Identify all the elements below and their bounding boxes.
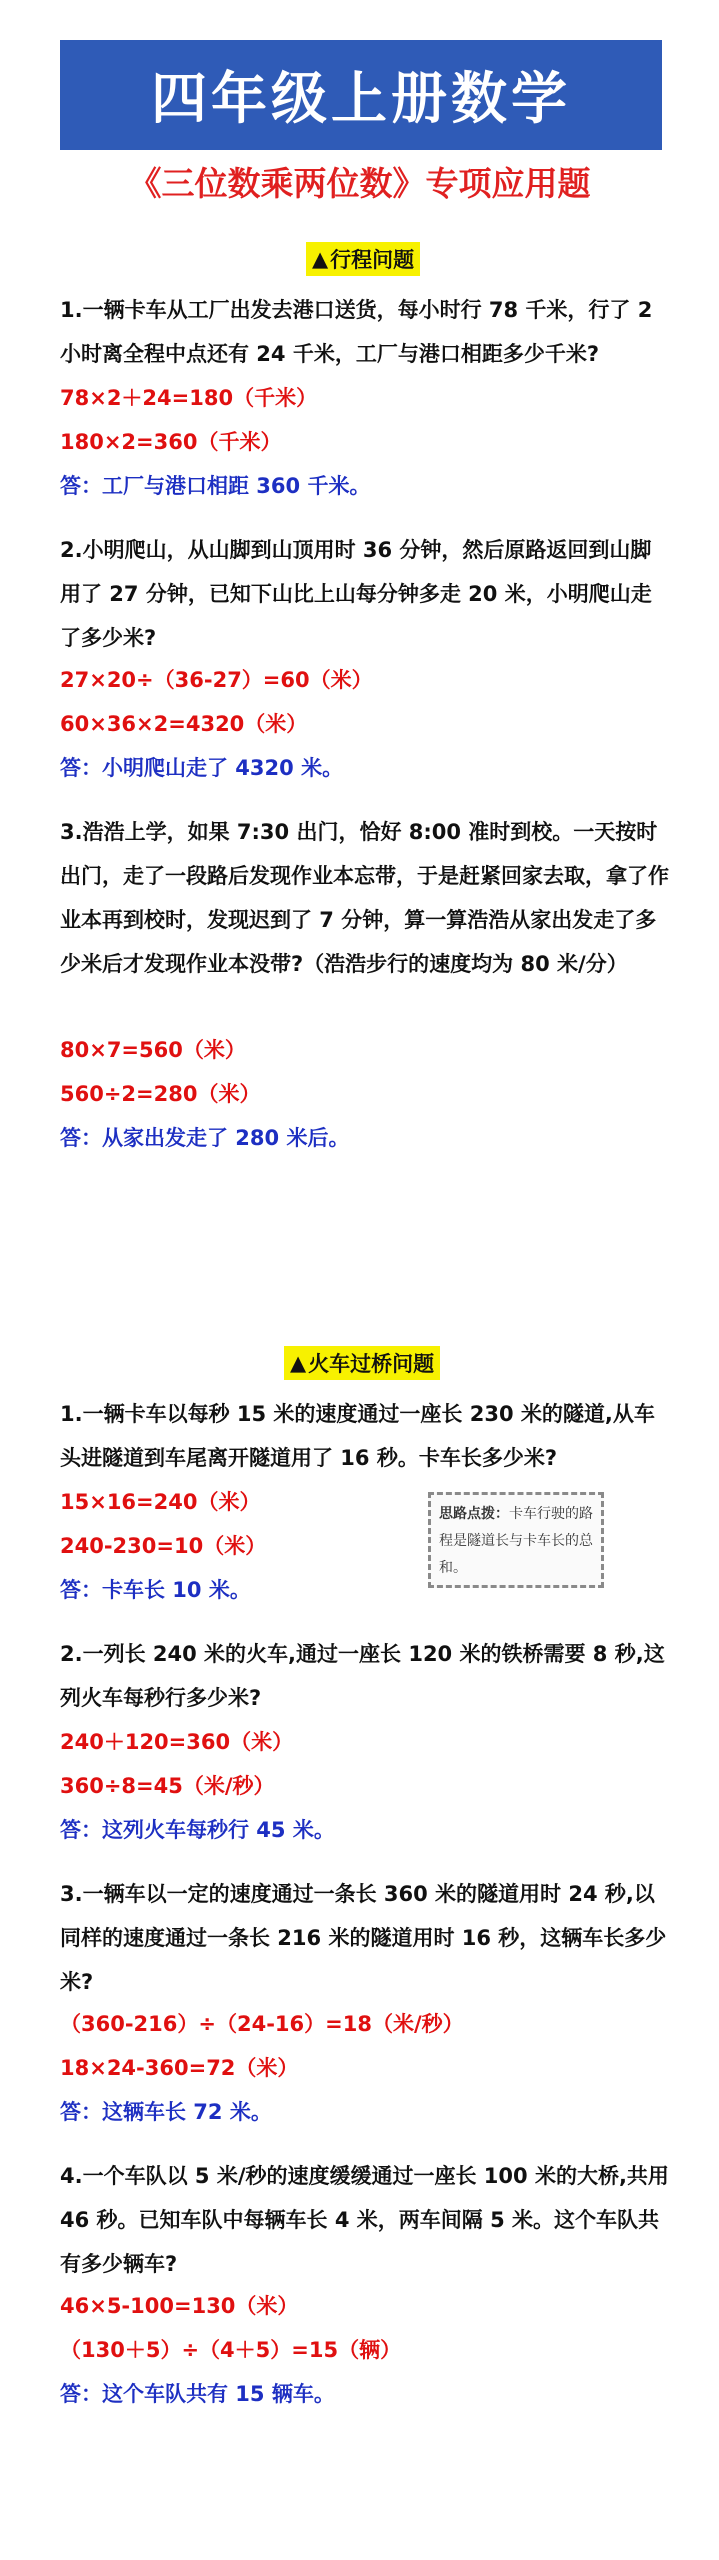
problem-question: 2.一列长 240 米的火车,通过一座长 120 米的铁桥需要 8 秒,这列火车每秒行多少米? bbox=[60, 1642, 665, 1710]
answer-line: 答：从家出发走了 280 米后。 bbox=[60, 1126, 350, 1150]
solution-step: 240＋120=360（米） bbox=[60, 1730, 294, 1754]
solution-step: （360-216）÷（24-16）=18（米/秒） bbox=[60, 2012, 464, 2036]
solution-step: 240-230=10（米） bbox=[60, 1534, 267, 1558]
solution-step: 27×20÷（36-27）=60（米） bbox=[60, 668, 373, 692]
hint-box bbox=[428, 1492, 604, 1588]
problem-question: 1.一辆卡车从工厂出发去港口送货，每小时行 78 千米，行了 2 小时离全程中点还有 24 千米，工厂与港口相距多少千米? bbox=[60, 298, 653, 366]
section-tag-train-bridge bbox=[284, 1346, 440, 1380]
solution-step: 180×2=360（千米） bbox=[60, 430, 282, 454]
section-tag-label: 行程问题 bbox=[330, 248, 415, 272]
title-banner bbox=[60, 40, 662, 150]
solution-step: 78×2＋24=180（千米） bbox=[60, 386, 318, 410]
triangle-icon: ▲ bbox=[312, 247, 329, 271]
section-tag-label: 火车过桥问题 bbox=[308, 1352, 435, 1376]
solution-step: 15×16=240（米） bbox=[60, 1490, 261, 1514]
answer-line: 答：小明爬山走了 4320 米。 bbox=[60, 756, 344, 780]
solution-step: 360÷8=45（米/秒） bbox=[60, 1774, 275, 1798]
problem-question: 3.一辆车以一定的速度通过一条长 360 米的隧道用时 24 秒,以同样的速度通过一条长 216 米的隧道用时 16 秒，这辆车长多少米? bbox=[60, 1882, 667, 1994]
answer-line: 答：这列火车每秒行 45 米。 bbox=[60, 1818, 335, 1842]
solution-step: 80×7=560（米） bbox=[60, 1038, 246, 1062]
solution-step: 60×36×2=4320（米） bbox=[60, 712, 308, 736]
problem-question: 2.小明爬山，从山脚到山顶用时 36 分钟，然后原路返回到山脚用了 27 分钟，已知下山比上山每分钟多走 20 米，小明爬山走了多少米? bbox=[60, 538, 652, 650]
problem-question: 1.一辆卡车以每秒 15 米的速度通过一座长 230 米的隧道,从车头进隧道到车尾离开隧道用了 16 秒。卡车长多少米? bbox=[60, 1402, 655, 1470]
solution-step: 560÷2=280（米） bbox=[60, 1082, 261, 1106]
page-subtitle: 《三位数乘两位数》专项应用题 bbox=[128, 164, 591, 203]
problem-question: 3.浩浩上学，如果 7:30 出门，恰好 8:00 准时到校。一天按时出门，走了一段路后发现作业本忘带，于是赶紧回家去取，拿了作业本再到校时，发现迟到了 7 分钟，算一算浩浩从家出发走了多少米后才发现作业本没带?（浩浩步行的速度均为 80 米/分） bbox=[60, 820, 669, 976]
solution-step: 18×24-360=72（米） bbox=[60, 2056, 299, 2080]
hint-title: 思路点拨： bbox=[439, 1506, 509, 1522]
solution-step: （130＋5）÷（4＋5）=15（辆） bbox=[60, 2338, 402, 2362]
section-tag-travel bbox=[306, 242, 420, 276]
triangle-icon: ▲ bbox=[290, 1351, 307, 1375]
answer-line: 答：这个车队共有 15 辆车。 bbox=[60, 2382, 335, 2406]
solution-step: 46×5-100=130（米） bbox=[60, 2294, 299, 2318]
answer-line: 答：工厂与港口相距 360 千米。 bbox=[60, 474, 371, 498]
answer-line: 答：卡车长 10 米。 bbox=[60, 1578, 251, 1602]
hint-text: 卡车行驶的路程是隧道长与卡车长的总和。 bbox=[439, 1506, 593, 1576]
answer-line: 答：这辆车长 72 米。 bbox=[60, 2100, 272, 2124]
page-title: 四年级上册数学 bbox=[151, 67, 571, 132]
problem-question: 4.一个车队以 5 米/秒的速度缓缓通过一座长 100 米的大桥,共用 46 秒。已知车队中每辆车长 4 米，两车间隔 5 米。这个车队共有多少辆车? bbox=[60, 2164, 669, 2276]
